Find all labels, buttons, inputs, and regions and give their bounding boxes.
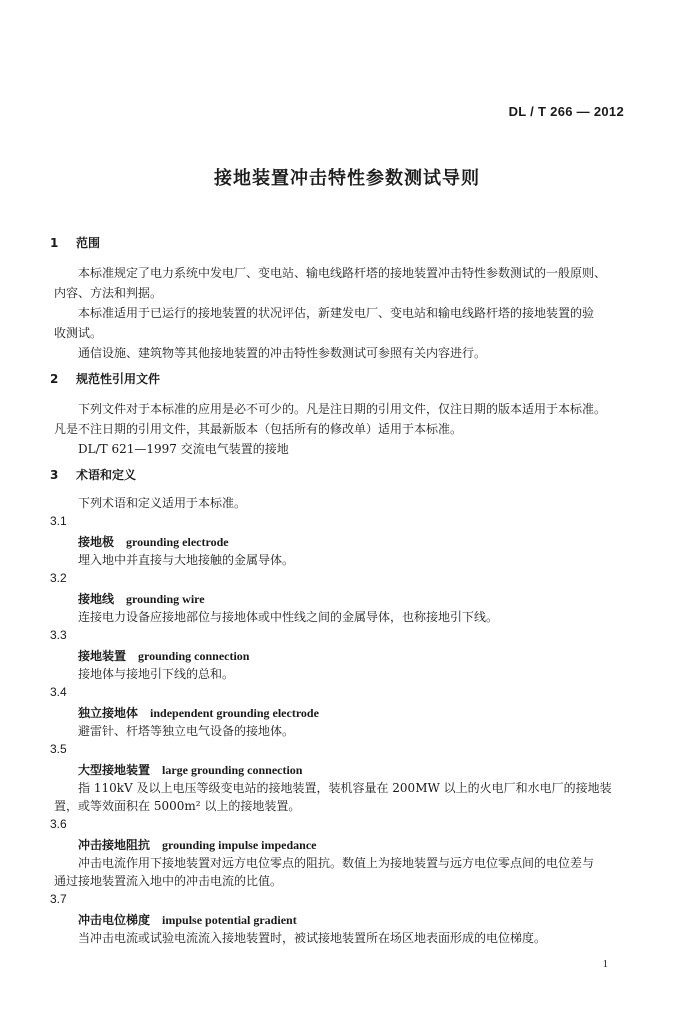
term-definition: 当冲击电流或试验电流流入接地装置时，被试接地装置所在场区地表面形成的电位梯度。	[78, 931, 547, 945]
section-2-heading	[50, 370, 160, 387]
term-zh: 接地极	[78, 535, 115, 549]
term-zh: 接地线	[78, 592, 115, 606]
term-number: 3.6	[50, 817, 67, 831]
paragraph-line: 凡是不注日期的引用文件，其最新版本（包括所有的修改单）适用于本标准。	[54, 422, 463, 436]
section-number: 3	[50, 468, 59, 482]
paragraph-line: 内容、方法和判据。	[54, 286, 163, 300]
term-number: 3.1	[50, 514, 67, 528]
term-zh: 接地装置	[78, 649, 127, 663]
term-title	[78, 704, 319, 721]
term-definition: 指 110kV 及以上电压等级变电站的接地装置，装机容量在 200MW 以上的火电厂和水电厂的接地装	[78, 781, 612, 795]
term-en: grounding electrode	[126, 535, 229, 549]
section-1-heading	[50, 234, 100, 251]
term-zh: 大型接地装置	[78, 763, 151, 777]
term-number: 3.2	[50, 571, 67, 585]
section-number: 1	[50, 236, 59, 250]
term-number: 3.7	[50, 892, 67, 906]
term-definition: 避雷针、杆塔等独立电气设备的接地体。	[78, 724, 295, 738]
term-number: 3.3	[50, 628, 67, 642]
term-definition: 置，或等效面积在 5000m² 以上的接地装置。	[54, 799, 301, 813]
term-en: independent grounding electrode	[150, 706, 319, 720]
term-title	[78, 836, 317, 853]
page-number: 1	[602, 958, 608, 970]
term-zh: 冲击接地阻抗	[78, 838, 151, 852]
term-en: large grounding connection	[162, 763, 303, 777]
term-definition: 连接电力设备应接地部位与接地体或中性线之间的金属导体，也称接地引下线。	[78, 610, 499, 624]
term-zh: 独立接地体	[78, 706, 139, 720]
paragraph-line: 本标准适用于已运行的接地装置的状况评估，新建发电厂、变电站和输电线路杆塔的接地装置的验	[78, 306, 595, 320]
term-en: grounding wire	[126, 592, 205, 606]
term-definition: 接地体与接地引下线的总和。	[78, 667, 235, 681]
term-title	[78, 761, 302, 778]
term-en: grounding connection	[138, 649, 250, 663]
term-title	[78, 533, 229, 550]
term-en: impulse potential gradient	[162, 913, 297, 927]
paragraph-line: 下列术语和定义适用于本标准。	[78, 496, 247, 510]
term-definition: 通过接地装置流入地中的冲击电流的比值。	[54, 874, 283, 888]
term-number: 3.5	[50, 742, 67, 756]
paragraph-line: 收测试。	[54, 326, 103, 340]
term-definition: 埋入地中并直接与大地接触的金属导体。	[78, 553, 295, 567]
paragraph-line: 下列文件对于本标准的应用是必不可少的。凡是注日期的引用文件，仅注日期的版本适用于本标准。	[78, 402, 607, 416]
section-title: 规范性引用文件	[76, 372, 161, 386]
section-title: 术语和定义	[76, 468, 137, 482]
standard-code: DL / T 266 — 2012	[508, 104, 624, 119]
term-zh: 冲击电位梯度	[78, 913, 151, 927]
term-definition: 冲击电流作用下接地装置对远方电位零点的阻抗。数值上为接地装置与远方电位零点间的电位差与	[78, 856, 595, 870]
paragraph-line: 本标准规定了电力系统中发电厂、变电站、输电线路杆塔的接地装置冲击特性参数测试的一般原则、	[78, 266, 607, 280]
document-title: 接地装置冲击特性参数测试导则	[214, 168, 480, 189]
term-title	[78, 647, 249, 664]
reference-entry: DL/T 621—1997 交流电气装置的接地	[78, 442, 289, 456]
section-3-heading	[50, 466, 136, 483]
term-number: 3.4	[50, 685, 67, 699]
section-title: 范围	[76, 236, 101, 250]
term-title	[78, 590, 205, 607]
term-title	[78, 911, 297, 928]
term-en: grounding impulse impedance	[162, 838, 317, 852]
section-number: 2	[50, 372, 59, 386]
paragraph-line: 通信设施、建筑物等其他接地装置的冲击特性参数测试可参照有关内容进行。	[78, 346, 487, 360]
